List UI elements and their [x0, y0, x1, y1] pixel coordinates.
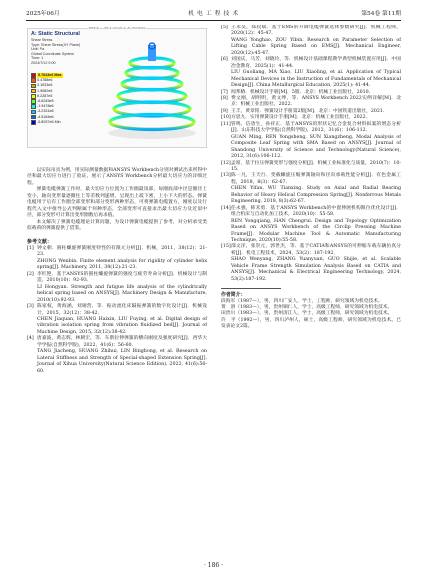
simulation-screenshot — [27, 28, 207, 148]
reference-text: 费文刚，胡明明，黄文坤，等．ANSYS Workbench 2022实例详解[M]．北京：机械工业出版社，2022． — [231, 95, 401, 108]
reference-entry — [221, 96, 401, 109]
reference-text: TANG Jiacheng, HUANG Zhihui, LIN Binghong, et al. Research on Lateral Stiffness and Strength of Special-shaped Extension Spring[J]. Journal of Xihua University(Natural Science Edition), 2022, 41(6):56-60. — [37, 349, 207, 374]
reference-number: [4] — [27, 336, 34, 342]
reference-entry — [221, 25, 401, 38]
legend-value: 5.7643e6 Max — [38, 73, 62, 77]
author-bio: 段海军（1987—），男，四川广安人，学士，工程师，研究领域为机电技术。 — [221, 298, 383, 304]
reference-text: LIU Guoliang, MA Xiao, LIU Xiaoling, et al. Application of Typical Mechanical Devices in the Instruction of Fundamentals of Mechanical Design[J]. China Metallurgical Education, 2025(1): 41-44. — [231, 70, 401, 89]
header-journal: 机 电 工 程 技 术 — [188, 11, 239, 17]
reference-entry — [27, 349, 207, 375]
reference-entry — [221, 257, 401, 283]
legend-swatch — [31, 115, 36, 120]
reference-number: [6] — [221, 57, 228, 63]
author-bios — [221, 299, 401, 331]
authors-heading: 作者简介： — [221, 288, 281, 298]
legend-value: -6.6245e5 — [37, 98, 54, 103]
legend-value: -4.5184e6 — [37, 114, 54, 119]
reference-entry — [221, 206, 401, 219]
reference-number: [13] — [221, 173, 231, 179]
reference-number: [2] — [27, 271, 34, 277]
reference-entry — [221, 186, 401, 205]
legend-entry — [31, 120, 91, 125]
left-column — [27, 25, 207, 553]
simulation-info-line: Time: 1 — [31, 56, 44, 61]
body-paragraph-2: 弹簧电缆弹簧工作时，最大切应力位置为工作圈最顶部，每圈底部中径是圈径上变小，轴向变形量逐圈往上等差数列递增，呈现出上疏下密，上小下大的形态。弹簧电缆用于后有工作圈全部变形和部分变形两种形态，可将弹簧电缆置方，刚度以及行程代入文中推导公式判断属于何种形态，全部变形可直接求出最大切应力及近似中径，部分变形可计算出变形圈数后再求值。 — [27, 187, 207, 219]
reference-entry — [221, 38, 401, 57]
reference-entry — [221, 70, 401, 89]
reference-entry — [221, 161, 401, 174]
simulation-info-line: 2024/7/12 9:00 — [31, 60, 56, 65]
simulation-info-line: Type: Shear Stress(XY Plane) — [31, 42, 81, 47]
reference-text: ZHONG Wenbin. Finite element analysis for rigidity of cylinder helix spring[J]. Machinery, 2011, 38(12):21-23. — [37, 258, 207, 271]
reference-text: CHEN Jiaquan, HUANG Haixin, LIU Fuying, et al. Digital design of vibration isolation spring from vibration fluidized bed[J]. Journal of Machine Design, 2015, 32(12):38-42. — [37, 316, 207, 335]
body-paragraph-1: 以实际吊具为例，用实际测量数据和ANSYS Workbench分别对测试出来所得中径和最大切应力进行了验证。展示了ANSYS Workbench分析最大切应力的详细过程。 — [27, 168, 207, 186]
reference-text: 钟文朝．圆柱螺旋弹簧刚度特性的有限元分析[J]．机械，2011，38(12)：21-23． — [37, 245, 207, 258]
reference-number: [9] — [221, 108, 228, 114]
reference-text: 管鸣，信唐生，孙祥正．基于ANSYS的形状记忆合金复合材料拟案的增态分析[J]．山东科技大学学报(自然科学版)，2012，31(6)：106-112． — [231, 121, 401, 134]
author-bio: 许 平（1992—），男，四川泸州人，硕士，高级工程师，研究领域为机电技术。已发表论文2篇。 — [221, 317, 401, 330]
reference-entry — [221, 173, 401, 186]
reference-entry — [221, 135, 401, 161]
simulation-info-line: Shear Stress — [31, 38, 53, 42]
legend-swatch — [31, 120, 36, 125]
reference-number: [10] — [221, 115, 231, 121]
legend-swatch — [31, 78, 36, 83]
reference-text: 王永昊，郑叔斌．基于EMS的升降电缆弹簧选择参数研究[J]．机械工程师，2020(12)：45-47． — [231, 25, 401, 37]
legend-swatch — [31, 84, 36, 89]
author-bio: 黄 溶（1983—），男，贵州铜仁人，学士，高级工程师，研究领域为机电技术。 — [221, 305, 393, 311]
legend-swatch — [31, 104, 36, 109]
legend-swatch — [31, 110, 36, 115]
reference-entry — [221, 244, 401, 257]
reference-text: 孟席，基于拉压弹簧变形与强度分析[J]．机械工业标准化与质量，2010(7)：10-15． — [231, 160, 401, 172]
spring-model-render — [98, 41, 206, 145]
right-column — [221, 25, 401, 553]
reference-entry — [27, 259, 207, 272]
legend-swatch — [31, 99, 36, 104]
reference-list-left — [27, 246, 207, 375]
reference-text: 任永强，韩禾勇．基于ANSYS Workbench的中置伸展机构限位优化设计[J]．组合机床与自动化加工技术，2020(10)：55-58． — [231, 205, 401, 218]
simulation-title: A: Static Structural — [31, 31, 80, 37]
reference-text: 刘国庆，马芳，刘晓玲，等．机械设计基础课程教学典型机械装置应用[J]．中国冶金教育，2025(1)：41-44． — [231, 57, 401, 69]
reference-entry — [221, 57, 401, 70]
reference-number: [8] — [221, 95, 228, 101]
reference-text: WANG Yonghao, ZOU Yibin. Research on Parameter Selection of Lifting Cable Spring Based on EMS[J]. Mechanical Engineer, 2020(12):45-47. — [231, 37, 401, 56]
legend-value: -3.2331e6 — [37, 109, 54, 114]
legend-value: 4.4788e6 — [37, 78, 53, 83]
legend-value: 6.2287e5 — [37, 93, 53, 98]
figure-11 — [27, 28, 207, 164]
reference-text: 陈家权，黄海涵，刘锡营，等．振动流化床隔振弹簧的数字化设计[J]．机械设计，2015，32(12)：38-42． — [37, 304, 207, 316]
reference-entry — [221, 219, 401, 245]
reference-text: 王丰，黄章铭．弹簧设计手册第2版[M]．北京：中国铁道出版社，2021． — [231, 108, 388, 114]
reference-number: [1] — [27, 245, 34, 251]
legend-value: 1.9082e6 — [37, 88, 53, 93]
legend-swatch — [31, 89, 36, 94]
reference-number: [15] — [221, 244, 231, 250]
stress-legend — [31, 73, 91, 125]
reference-entry — [27, 285, 207, 304]
reference-text: 唐嘉波，黄志辉，林朝宏，等．车削拉伸弹簧的横向刚度及强度研究[J]．西华大学学报(自然科学版)，2022，41(6)：56-60． — [37, 336, 207, 348]
reference-number: [14] — [221, 205, 231, 211]
reference-list-right — [221, 25, 401, 283]
legend-value: -1.9478e6 — [37, 104, 54, 109]
reference-text: 李红艳．基于ANSYS的圆柱螺旋弹簧的强度与疲劳寿命分析[J]．机械设计与制造，2010(10)：92-93． — [37, 271, 207, 284]
body-paragraph-3: 本文解决了弹簧电缆理论计算问题，为设计弹簧电缆提供了参考，对分析承受类似载荷的弹簧提供了借鉴。 — [27, 219, 207, 232]
reference-text: CHEN Yifan, WU Tianxing. Study on Axial and Radial Bearing Behavior of Heavy Helical Compression Spring[J]. Nonferrous Metals Engineering, 2018, 8(3):62-67. — [231, 186, 401, 205]
reference-text: 陈一凡，王天行．变截螺旋压缩弹簧轴向和径向承载性能分析[J]．有色金属工程，2018，8(3)：62-67． — [231, 173, 401, 185]
legend-swatch — [31, 94, 36, 99]
legend-value: 3.1933e6 — [37, 83, 53, 88]
reference-text: 邵文洋，张崇元，郭世杰，等．基于CATIA和ANSYS的可伸缩车载车辆仿真分析[J]．机电工程技术，2024，53(2)：187-192． — [231, 244, 401, 256]
legend-value: -5.8037e6 Min — [37, 119, 61, 124]
reference-entry — [27, 304, 207, 317]
reference-text: SHAO Wenyang, ZHANG Yuanyuan, GUO Shijie, et al. Scalable Vehicle Frame Strength Simulation Analysis Based on CATIA and ANSYS[J]. Mechanical & Electrical Engineering Technology, 2024, 53(2):187-192. — [231, 257, 401, 282]
page-number: · 186 · — [203, 562, 224, 569]
author-bio: 田贵川（1983—），男，贵州清江人，学士，高级工程师，研究领域为机电技术。 — [221, 311, 393, 317]
legend-swatch — [31, 73, 36, 78]
reference-text: REN Yongqiang, HAN Chengrui. Design and Topology Optimization Based on ANSYS Workbench of the Circlip Pressing Machine Frame[J]. Modular Machine Tool & Automatic Manufacturing Technique, 2020(10):55-58. — [231, 218, 401, 243]
header-date: 2025年06月 — [26, 11, 60, 17]
reference-entry — [27, 272, 207, 285]
simulation-info-line: Unit: Pa — [31, 47, 45, 52]
references-heading: 参考文献： — [27, 238, 53, 245]
reference-text: GUAN Ming, REN Yongsheng, SUN Xiangzheng. Modal Analysis of Composite Leaf Spring with SMA Based on ANSYS[J]. Journal of Shandong University of Science and Technology(Natural Science), 2012, 31(6):106-112. — [231, 134, 401, 160]
reference-number: [11] — [221, 121, 231, 127]
simulation-info — [31, 38, 80, 66]
reference-number: [3] — [27, 304, 34, 310]
header-issue: 第54卷 第11期 — [361, 11, 401, 17]
simulation-info-line: Global Coordinate System — [31, 51, 75, 56]
reference-number: [7] — [221, 89, 228, 95]
reference-number: [5] — [221, 25, 228, 30]
reference-entry — [221, 122, 401, 135]
reference-number: [12] — [221, 160, 231, 166]
reference-entry — [27, 336, 207, 349]
reference-text: 方思九．实用弹簧设计手册[M]．北京：机械工业出版社，2022． — [231, 115, 371, 121]
reference-entry — [27, 246, 207, 259]
reference-entry — [27, 317, 207, 336]
reference-text: 闻邦椿．机械设计手册[M]．5版．北京：机械工业出版社，2010． — [231, 89, 374, 95]
reference-text: LI Hongyan. Strength and fatigue life analysis of the cylindrically helical spring based on ANSYS[J]. Machinery Design & Manufacture, 2010(10):92-93. — [37, 284, 207, 303]
header-rule — [26, 20, 401, 21]
